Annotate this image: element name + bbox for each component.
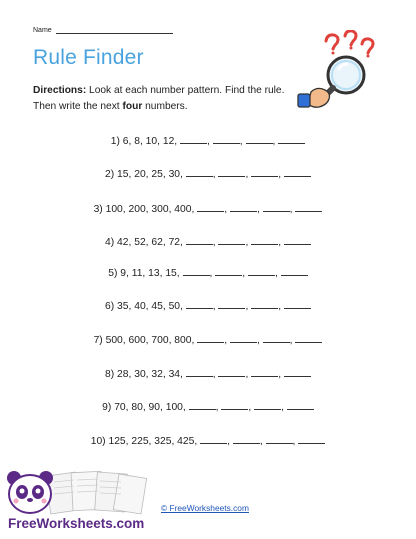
- answer-blank[interactable]: [218, 368, 245, 377]
- answer-blank[interactable]: [284, 368, 311, 377]
- answer-blank[interactable]: [284, 236, 311, 245]
- problem-sequence: 5) 9, 11, 13, 15,: [108, 268, 183, 279]
- directions-label: Directions:: [33, 85, 87, 96]
- name-field-row: [33, 26, 173, 34]
- answer-blank[interactable]: [186, 236, 213, 245]
- answer-blank[interactable]: [284, 300, 311, 309]
- problem-sequence: 6) 35, 40, 45, 50,: [105, 301, 186, 312]
- problem-sequence: 8) 28, 30, 32, 34,: [105, 369, 186, 380]
- answer-blank[interactable]: [186, 300, 213, 309]
- magnifying-glass-clipart: [296, 30, 386, 112]
- problem-row: 5) 9, 11, 13, 15, , , ,: [0, 267, 416, 279]
- answer-blank[interactable]: [295, 203, 322, 212]
- problem-sequence: 10) 125, 225, 325, 425,: [90, 436, 201, 447]
- problem-row: 1) 6, 8, 10, 12, , , ,: [0, 135, 416, 147]
- answer-blank[interactable]: [284, 168, 311, 177]
- answer-blank[interactable]: [266, 435, 293, 444]
- answer-blank[interactable]: [251, 300, 278, 309]
- name-label: Name: [33, 27, 52, 34]
- problem-sequence: 9) 70, 80, 90, 100,: [102, 402, 189, 413]
- answer-blank[interactable]: [287, 401, 314, 410]
- worksheet-stack-icon: [46, 471, 147, 514]
- answer-blank[interactable]: [180, 135, 207, 144]
- answer-blank[interactable]: [278, 135, 305, 144]
- question-marks-icon: [326, 31, 373, 58]
- answer-blank[interactable]: [298, 435, 325, 444]
- problem-row: 6) 35, 40, 45, 50, , , ,: [0, 300, 416, 312]
- answer-blank[interactable]: [295, 334, 322, 343]
- problem-row: 4) 42, 52, 62, 72, , , ,: [0, 236, 416, 248]
- answer-blank[interactable]: [186, 368, 213, 377]
- worksheet-title: Rule Finder: [33, 46, 144, 69]
- answer-blank[interactable]: [186, 168, 213, 177]
- directions-text: [33, 83, 293, 115]
- problem-row: 7) 500, 600, 700, 800, , , ,: [0, 334, 416, 346]
- answer-blank[interactable]: [230, 203, 257, 212]
- name-blank-line[interactable]: [56, 26, 173, 34]
- site-copyright-link[interactable]: © FreeWorksheets.com: [161, 503, 249, 513]
- hand-icon: [298, 88, 330, 107]
- answer-blank[interactable]: [197, 203, 224, 212]
- problem-sequence: 7) 500, 600, 700, 800,: [93, 335, 198, 346]
- problem-row: 8) 28, 30, 32, 34, , , ,: [0, 368, 416, 380]
- freeworksheets-logo: [4, 462, 154, 536]
- answer-blank[interactable]: [233, 435, 260, 444]
- answer-blank[interactable]: [218, 300, 245, 309]
- answer-blank[interactable]: [281, 267, 308, 276]
- problem-row: 3) 100, 200, 300, 400, , , ,: [0, 203, 416, 215]
- answer-blank[interactable]: [200, 435, 227, 444]
- answer-blank[interactable]: [251, 236, 278, 245]
- answer-blank[interactable]: [218, 168, 245, 177]
- problem-sequence: 2) 15, 20, 25, 30,: [105, 169, 186, 180]
- problem-row: 2) 15, 20, 25, 30, , , ,: [0, 168, 416, 180]
- problem-row: 9) 70, 80, 90, 100, , , ,: [0, 401, 416, 413]
- answer-blank[interactable]: [251, 368, 278, 377]
- answer-blank[interactable]: [189, 401, 216, 410]
- magnifying-glass-icon: [323, 57, 364, 98]
- panda-mascot-icon: [7, 471, 53, 513]
- answer-blank[interactable]: [263, 203, 290, 212]
- answer-blank[interactable]: [183, 267, 210, 276]
- problem-sequence: 4) 42, 52, 62, 72,: [105, 237, 186, 248]
- logo-wordmark: FreeWorksheets.com: [8, 516, 145, 531]
- problem-row: 10) 125, 225, 325, 425, , , ,: [0, 435, 416, 447]
- problem-sequence: 3) 100, 200, 300, 400,: [93, 204, 198, 215]
- directions-body-1: Look at each number pattern. Find the rule. Then write the next: [33, 85, 285, 112]
- answer-blank[interactable]: [263, 334, 290, 343]
- answer-blank[interactable]: [215, 267, 242, 276]
- answer-blank[interactable]: [197, 334, 224, 343]
- answer-blank[interactable]: [221, 401, 248, 410]
- answer-blank[interactable]: [213, 135, 240, 144]
- answer-blank[interactable]: [230, 334, 257, 343]
- answer-blank[interactable]: [218, 236, 245, 245]
- problem-sequence: 1) 6, 8, 10, 12,: [110, 136, 181, 147]
- directions-emphasis: four: [122, 101, 143, 112]
- answer-blank[interactable]: [254, 401, 281, 410]
- answer-blank[interactable]: [251, 168, 278, 177]
- answer-blank[interactable]: [246, 135, 273, 144]
- answer-blank[interactable]: [248, 267, 275, 276]
- directions-body-2: numbers.: [142, 101, 188, 112]
